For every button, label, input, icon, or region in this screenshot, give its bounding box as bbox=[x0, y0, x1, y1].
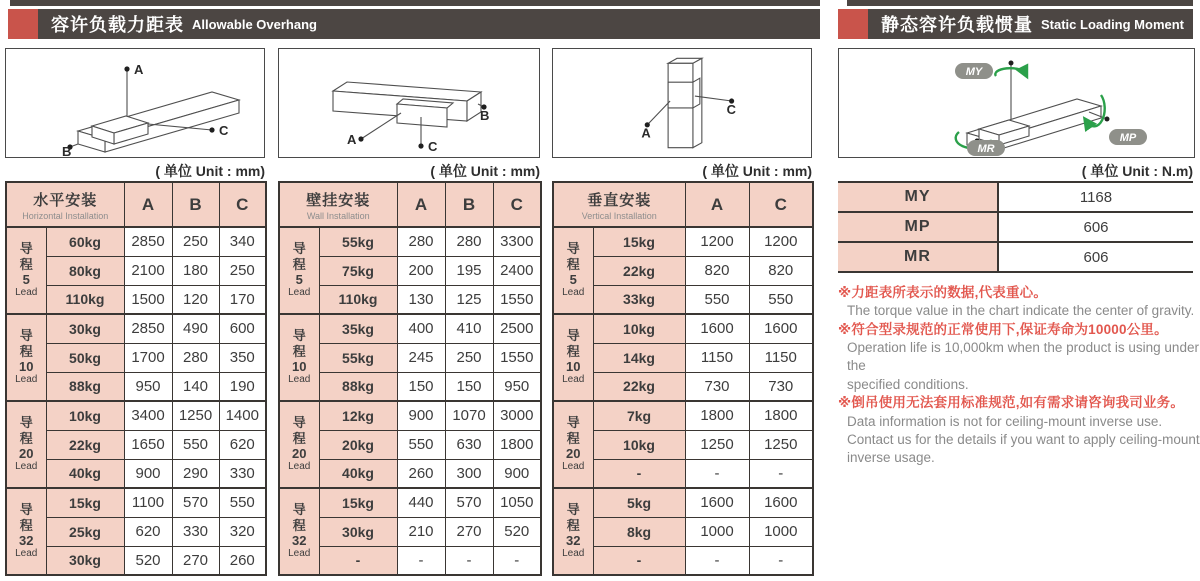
weight-cell: 40kg bbox=[319, 459, 397, 488]
value-cell: 330 bbox=[172, 517, 219, 546]
section-header-static-loading-moment bbox=[838, 9, 1193, 39]
value-cell: 820 bbox=[685, 256, 749, 285]
value-cell: 520 bbox=[124, 546, 172, 575]
value-cell: 150 bbox=[397, 372, 445, 401]
table-row bbox=[279, 401, 541, 430]
moment-row bbox=[838, 212, 1193, 242]
weight-cell: - bbox=[319, 546, 397, 575]
value-cell: 2850 bbox=[124, 314, 172, 343]
value-cell: 1150 bbox=[685, 343, 749, 372]
value-cell: - bbox=[749, 459, 813, 488]
weight-cell: 10kg bbox=[46, 401, 124, 430]
note-line-en: The torque value in the chart indicate the center of gravity. bbox=[847, 303, 1195, 319]
weight-cell: 22kg bbox=[46, 430, 124, 459]
table-title-en: Vertical Installation bbox=[581, 210, 657, 221]
moment-row bbox=[838, 182, 1193, 212]
table-row bbox=[279, 227, 541, 256]
value-cell: 730 bbox=[685, 372, 749, 401]
value-cell: 150 bbox=[445, 372, 493, 401]
value-cell: 300 bbox=[445, 459, 493, 488]
value-cell: 1600 bbox=[685, 488, 749, 517]
weight-cell: 110kg bbox=[319, 285, 397, 314]
value-cell: 1600 bbox=[749, 488, 813, 517]
weight-cell: 10kg bbox=[593, 430, 685, 459]
weight-cell: 7kg bbox=[593, 401, 685, 430]
weight-cell: 50kg bbox=[46, 343, 124, 372]
value-cell: 1050 bbox=[493, 488, 541, 517]
value-cell: 620 bbox=[124, 517, 172, 546]
note-line-en: Data information is not for ceiling-mount inverse use. bbox=[847, 413, 1163, 429]
actuator-isometric-icon bbox=[6, 49, 264, 157]
value-cell: 280 bbox=[172, 343, 219, 372]
weight-cell: 33kg bbox=[593, 285, 685, 314]
note-line-zh: ※倒吊使用无法套用标准规范,如有需求请咨询我司业务。 bbox=[838, 395, 1185, 411]
wall-install-diagram bbox=[278, 48, 540, 158]
value-cell: 490 bbox=[172, 314, 219, 343]
table-row bbox=[279, 285, 541, 314]
weight-cell: 30kg bbox=[319, 517, 397, 546]
value-cell: 350 bbox=[219, 343, 266, 372]
vertical-install-diagram bbox=[552, 48, 812, 158]
value-cell: 195 bbox=[445, 256, 493, 285]
value-cell: 2500 bbox=[493, 314, 541, 343]
unit-label-nm: ( 单位 Unit : N.m) bbox=[1081, 163, 1193, 179]
table-row bbox=[279, 314, 541, 343]
weight-cell: 5kg bbox=[593, 488, 685, 517]
lead-label: 导 程 32 Lead bbox=[553, 488, 593, 575]
table-row bbox=[279, 488, 541, 517]
value-cell: 180 bbox=[172, 256, 219, 285]
weight-cell: 110kg bbox=[46, 285, 124, 314]
notes bbox=[838, 284, 1200, 468]
lead-label: 导 程 20 Lead bbox=[279, 401, 319, 488]
unit-label-mm: ( 单位 Unit : mm) bbox=[155, 163, 265, 179]
value-cell: 570 bbox=[445, 488, 493, 517]
value-cell: 250 bbox=[445, 343, 493, 372]
value-cell: - bbox=[445, 546, 493, 575]
value-cell: 120 bbox=[172, 285, 219, 314]
label-b: B bbox=[480, 108, 490, 123]
lead-label: 导 程 20 Lead bbox=[6, 401, 46, 488]
weight-cell: 15kg bbox=[46, 488, 124, 517]
moment-value: 1168 bbox=[1079, 188, 1113, 206]
value-cell: 3400 bbox=[124, 401, 172, 430]
moment-label: MY bbox=[838, 182, 998, 212]
table-row bbox=[6, 227, 266, 256]
note-line-en: inverse usage. bbox=[847, 450, 935, 466]
actuator-vertical-icon bbox=[553, 49, 811, 157]
table-header-row bbox=[279, 182, 541, 227]
value-cell: 1800 bbox=[685, 401, 749, 430]
lead-label: 导 程 10 Lead bbox=[553, 314, 593, 401]
weight-cell: 88kg bbox=[46, 372, 124, 401]
moment-value: 606 bbox=[1083, 218, 1109, 236]
table-title-zh: 水平安装 bbox=[33, 191, 98, 209]
weight-cell: 55kg bbox=[319, 227, 397, 256]
value-cell: 550 bbox=[172, 430, 219, 459]
value-cell: 1250 bbox=[685, 430, 749, 459]
table-row bbox=[553, 227, 813, 256]
table-title bbox=[553, 182, 685, 227]
value-cell: 730 bbox=[749, 372, 813, 401]
weight-cell: 10kg bbox=[593, 314, 685, 343]
lead-label: 导 程 5 Lead bbox=[279, 227, 319, 314]
note-line-en: Contact us for the details if you want to apply ceiling-mount bbox=[847, 431, 1200, 447]
table-row bbox=[279, 430, 541, 459]
value-cell: 950 bbox=[124, 372, 172, 401]
weight-cell: 80kg bbox=[46, 256, 124, 285]
red-accent-square bbox=[838, 9, 868, 39]
weight-cell: 12kg bbox=[319, 401, 397, 430]
section-title-en: Allowable Overhang bbox=[192, 16, 317, 32]
moment-row bbox=[838, 242, 1193, 272]
lead-label: 导 程 32 Lead bbox=[279, 488, 319, 575]
weight-cell: 30kg bbox=[46, 314, 124, 343]
column-header-c: C bbox=[493, 182, 541, 227]
value-cell: 190 bbox=[219, 372, 266, 401]
weight-cell: 88kg bbox=[319, 372, 397, 401]
value-cell: 210 bbox=[397, 517, 445, 546]
lead-label: 导 程 5 Lead bbox=[553, 227, 593, 314]
table-row bbox=[6, 488, 266, 517]
actuator-wall-icon bbox=[279, 49, 539, 157]
value-cell: 1800 bbox=[749, 401, 813, 430]
label-a: A bbox=[347, 132, 357, 147]
value-cell: 1650 bbox=[124, 430, 172, 459]
value-cell: 570 bbox=[172, 488, 219, 517]
weight-cell: - bbox=[593, 546, 685, 575]
moment-value: 606 bbox=[1083, 248, 1109, 266]
value-cell: 3300 bbox=[493, 227, 541, 256]
value-cell: 630 bbox=[445, 430, 493, 459]
note-line-en: Operation life is 10,000km when the product is using under the bbox=[847, 340, 1199, 374]
lead-label: 导 程 32 Lead bbox=[6, 488, 46, 575]
value-cell: 1800 bbox=[493, 430, 541, 459]
value-cell: 3000 bbox=[493, 401, 541, 430]
value-cell: 1600 bbox=[749, 314, 813, 343]
value-cell: 1000 bbox=[749, 517, 813, 546]
value-cell: 125 bbox=[445, 285, 493, 314]
table-row bbox=[279, 343, 541, 372]
value-cell: 1250 bbox=[749, 430, 813, 459]
value-cell: 245 bbox=[397, 343, 445, 372]
table-title-en: Horizontal Installation bbox=[22, 210, 109, 221]
value-cell: 270 bbox=[172, 546, 219, 575]
table-row bbox=[279, 372, 541, 401]
weight-cell: 55kg bbox=[319, 343, 397, 372]
lead-label: 导 程 10 Lead bbox=[279, 314, 319, 401]
weight-cell: 75kg bbox=[319, 256, 397, 285]
table-row bbox=[279, 546, 541, 575]
lead-label: 导 程 5 Lead bbox=[6, 227, 46, 314]
table-header-row bbox=[553, 182, 813, 227]
value-cell: - bbox=[749, 546, 813, 575]
table-title-en: Wall Installation bbox=[306, 210, 370, 221]
moment-table-host bbox=[838, 181, 1193, 273]
weight-cell: 30kg bbox=[46, 546, 124, 575]
value-cell: 900 bbox=[493, 459, 541, 488]
table-title-zh: 垂直安装 bbox=[587, 191, 652, 209]
actuator-moment-icon bbox=[839, 49, 1194, 157]
weight-cell: - bbox=[593, 459, 685, 488]
weight-cell: 22kg bbox=[593, 372, 685, 401]
label-mr: MR bbox=[977, 143, 995, 155]
value-cell: 280 bbox=[397, 227, 445, 256]
value-cell: - bbox=[493, 546, 541, 575]
install-table-horizontal bbox=[5, 181, 267, 576]
weight-cell: 14kg bbox=[593, 343, 685, 372]
value-cell: 130 bbox=[397, 285, 445, 314]
value-cell: 1550 bbox=[493, 343, 541, 372]
moment-label: MP bbox=[838, 212, 998, 242]
weight-cell: 25kg bbox=[46, 517, 124, 546]
label-b: B bbox=[62, 144, 72, 157]
value-cell: 900 bbox=[124, 459, 172, 488]
table-row bbox=[553, 401, 813, 430]
column-header-c: C bbox=[749, 182, 813, 227]
value-cell: 950 bbox=[493, 372, 541, 401]
value-cell: 290 bbox=[172, 459, 219, 488]
vertical-table-host bbox=[552, 181, 814, 576]
weight-cell: 60kg bbox=[46, 227, 124, 256]
weight-cell: 20kg bbox=[319, 430, 397, 459]
value-cell: 600 bbox=[219, 314, 266, 343]
value-cell: - bbox=[685, 459, 749, 488]
table-row bbox=[6, 314, 266, 343]
install-table-vertical bbox=[552, 181, 814, 576]
weight-cell: 40kg bbox=[46, 459, 124, 488]
moment-diagram bbox=[838, 48, 1195, 158]
install-table-wall bbox=[278, 181, 542, 576]
value-cell: - bbox=[397, 546, 445, 575]
column-header-b: B bbox=[172, 182, 219, 227]
value-cell: 1200 bbox=[685, 227, 749, 256]
note-line-zh: ※力距表所表示的数据,代表重心。 bbox=[838, 285, 1048, 300]
weight-cell: 15kg bbox=[593, 227, 685, 256]
value-cell: - bbox=[685, 546, 749, 575]
value-cell: 2400 bbox=[493, 256, 541, 285]
note-line-en: specified conditions. bbox=[847, 376, 969, 392]
value-cell: 250 bbox=[219, 256, 266, 285]
label-my: MY bbox=[965, 66, 983, 78]
table-row bbox=[279, 256, 541, 285]
value-cell: 1700 bbox=[124, 343, 172, 372]
moment-table bbox=[838, 181, 1193, 273]
column-header-a: A bbox=[685, 182, 749, 227]
table-row bbox=[279, 459, 541, 488]
unit-label-mm: ( 单位 Unit : mm) bbox=[702, 163, 812, 179]
column-header-c: C bbox=[219, 182, 266, 227]
value-cell: 550 bbox=[397, 430, 445, 459]
value-cell: 1400 bbox=[219, 401, 266, 430]
value-cell: 820 bbox=[749, 256, 813, 285]
value-cell: 2850 bbox=[124, 227, 172, 256]
label-c: C bbox=[428, 139, 438, 154]
moment-label: MR bbox=[838, 242, 998, 272]
section-title-en: Static Loading Moment bbox=[1041, 16, 1184, 32]
lead-label: 导 程 10 Lead bbox=[6, 314, 46, 401]
weight-cell: 8kg bbox=[593, 517, 685, 546]
value-cell: 330 bbox=[219, 459, 266, 488]
value-cell: 550 bbox=[749, 285, 813, 314]
value-cell: 200 bbox=[397, 256, 445, 285]
lead-label: 导 程 20 Lead bbox=[553, 401, 593, 488]
note-line-zh: ※符合型录规范的正常使用下,保证寿命为10000公里。 bbox=[838, 321, 1168, 337]
value-cell: 270 bbox=[445, 517, 493, 546]
section-title-zh: 静态容许负载惯量 bbox=[881, 15, 1033, 35]
value-cell: 550 bbox=[685, 285, 749, 314]
value-cell: 2100 bbox=[124, 256, 172, 285]
label-a: A bbox=[641, 125, 651, 141]
value-cell: 260 bbox=[219, 546, 266, 575]
label-c: C bbox=[219, 123, 229, 138]
table-row bbox=[553, 488, 813, 517]
value-cell: 320 bbox=[219, 517, 266, 546]
column-header-a: A bbox=[397, 182, 445, 227]
top-rule-right bbox=[847, 0, 1193, 6]
value-cell: 1600 bbox=[685, 314, 749, 343]
section-title-zh: 容许负载力距表 bbox=[51, 15, 184, 35]
value-cell: 1500 bbox=[124, 285, 172, 314]
table-title bbox=[279, 182, 397, 227]
value-cell: 340 bbox=[219, 227, 266, 256]
table-row bbox=[6, 401, 266, 430]
value-cell: 260 bbox=[397, 459, 445, 488]
value-cell: 1000 bbox=[685, 517, 749, 546]
value-cell: 170 bbox=[219, 285, 266, 314]
value-cell: 250 bbox=[172, 227, 219, 256]
column-header-a: A bbox=[124, 182, 172, 227]
label-mp: MP bbox=[1119, 132, 1137, 144]
table-row bbox=[279, 517, 541, 546]
table-row bbox=[553, 314, 813, 343]
red-accent-square bbox=[8, 9, 38, 39]
value-cell: 900 bbox=[397, 401, 445, 430]
value-cell: 620 bbox=[219, 430, 266, 459]
value-cell: 1250 bbox=[172, 401, 219, 430]
weight-cell: 15kg bbox=[319, 488, 397, 517]
value-cell: 280 bbox=[445, 227, 493, 256]
unit-label-mm: ( 单位 Unit : mm) bbox=[430, 163, 540, 179]
horizontal-table-host bbox=[5, 181, 267, 576]
wall-table-host bbox=[278, 181, 542, 576]
column-header-b: B bbox=[445, 182, 493, 227]
value-cell: 1200 bbox=[749, 227, 813, 256]
value-cell: 140 bbox=[172, 372, 219, 401]
label-a: A bbox=[134, 62, 144, 77]
value-cell: 1070 bbox=[445, 401, 493, 430]
value-cell: 520 bbox=[493, 517, 541, 546]
value-cell: 1150 bbox=[749, 343, 813, 372]
value-cell: 1100 bbox=[124, 488, 172, 517]
section-header-allowable-overhang bbox=[8, 9, 820, 39]
value-cell: 410 bbox=[445, 314, 493, 343]
table-title-zh: 壁挂安装 bbox=[306, 191, 371, 209]
label-c: C bbox=[726, 101, 736, 117]
table-title bbox=[6, 182, 124, 227]
top-rule-left bbox=[10, 0, 820, 6]
weight-cell: 22kg bbox=[593, 256, 685, 285]
table-header-row bbox=[6, 182, 266, 227]
value-cell: 1550 bbox=[493, 285, 541, 314]
horizontal-install-diagram bbox=[5, 48, 265, 158]
weight-cell: 35kg bbox=[319, 314, 397, 343]
value-cell: 550 bbox=[219, 488, 266, 517]
value-cell: 440 bbox=[397, 488, 445, 517]
value-cell: 400 bbox=[397, 314, 445, 343]
